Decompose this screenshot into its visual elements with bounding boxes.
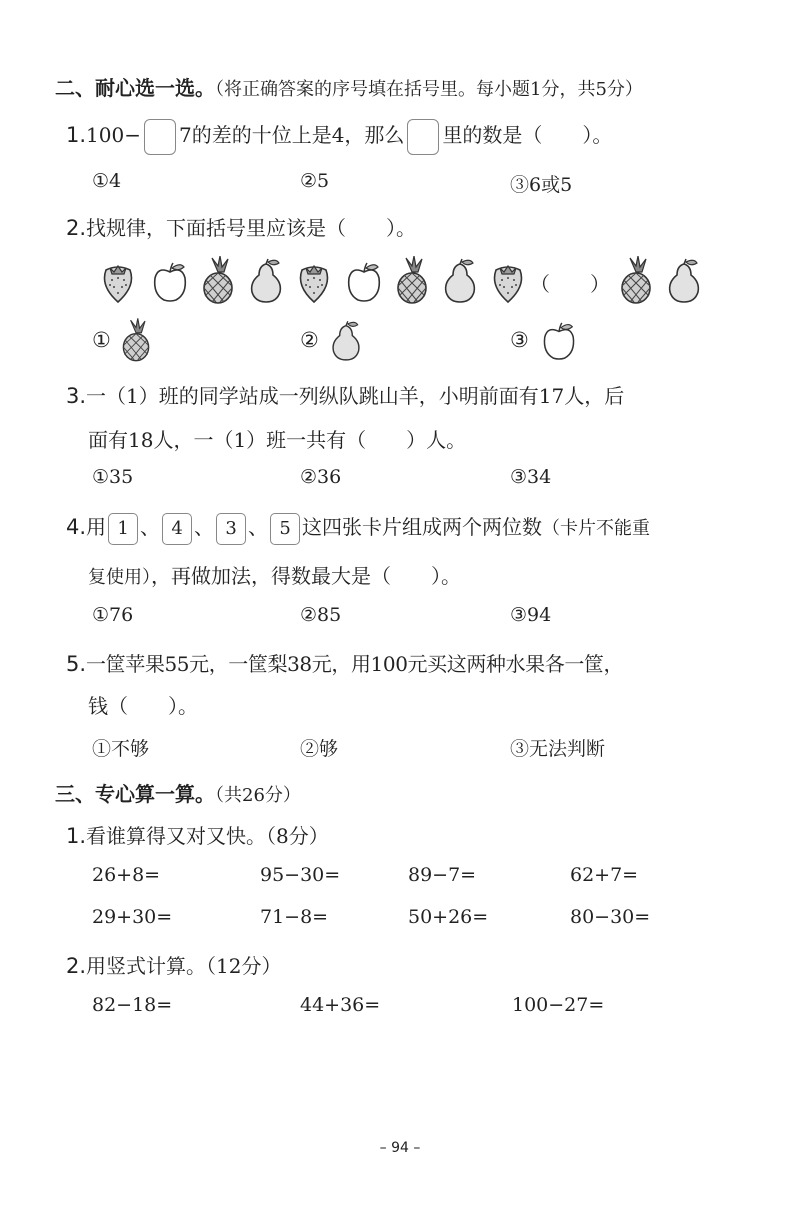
q4-sep-1: 、 (140, 515, 161, 539)
q5-option-1[interactable]: ①不够 (92, 738, 150, 760)
q5-number: 5. (66, 652, 87, 676)
q4-line2: ，再做加法，得数最大是（ ）。 (151, 564, 461, 588)
c2-text: 用竖式计算。（12分） (86, 954, 282, 978)
c1-problem[interactable]: 62+7= (570, 864, 639, 886)
q4-sep-3: 、 (248, 515, 269, 539)
section3-header (55, 778, 301, 807)
q1-option-1[interactable]: ①4 (92, 170, 122, 192)
q2-number: 2. (66, 216, 87, 240)
q4-card-5: 5 (270, 513, 300, 545)
pineapple-icon (198, 256, 238, 304)
q5-option-2[interactable]: ②够 (300, 738, 339, 760)
q4-note: （卡片不能重 (542, 518, 651, 539)
page-number: – 94 – (379, 1140, 421, 1156)
q3-number: 3. (66, 384, 87, 408)
q4-option-3[interactable]: ③94 (510, 604, 552, 626)
strawberry-icon (488, 260, 528, 304)
pear-icon (328, 320, 364, 362)
q4-card-3: 3 (216, 513, 246, 545)
q3-option-1[interactable]: ①35 (92, 466, 134, 488)
section2-note: （将正确答案的序号填在括号里。每小题1分，共5分） (215, 79, 643, 100)
question-5-line1 (66, 648, 623, 677)
strawberry-icon (294, 260, 334, 304)
question-2 (66, 212, 416, 241)
q1-number: 1. (66, 123, 87, 147)
section3-note: （共26分） (215, 785, 301, 806)
pear-icon (440, 258, 480, 304)
c1-text: 看谁算得又对又快。（8分） (86, 824, 329, 848)
question-3-line1 (66, 380, 624, 409)
q4-card-4: 4 (162, 513, 192, 545)
pear-icon (246, 258, 286, 304)
apple-icon (150, 260, 190, 304)
c2-problem[interactable]: 82−18= (92, 994, 173, 1016)
apple-icon (540, 320, 578, 362)
c1-problem[interactable]: 89−7= (408, 864, 477, 886)
q4-sep-2: 、 (194, 515, 215, 539)
q5-line2: 钱（ ）。 (88, 694, 198, 718)
q3-line2: 面有18人，一（1）班一共有（ ）人。 (88, 428, 467, 452)
calc-2 (66, 950, 282, 979)
strawberry-icon (98, 260, 138, 304)
q3-option-3[interactable]: ③34 (510, 466, 552, 488)
section3-title: 三、专心算一算。 (55, 782, 215, 806)
q5-line1: 一筐苹果55元，一筐梨38元，用100元买这两种水果各一筐， (86, 652, 624, 676)
q1-blank-box-2[interactable] (407, 119, 439, 155)
q4-option-1[interactable]: ①76 (92, 604, 134, 626)
q1-mid: 7的差的十位上是4，那么 (178, 123, 405, 147)
c1-number: 1. (66, 824, 87, 848)
q2-text: 找规律，下面括号里应该是（ ）。 (86, 216, 417, 240)
c2-number: 2. (66, 954, 87, 978)
q2-option-1[interactable]: ① (92, 328, 111, 352)
q1-blank-box-1[interactable] (144, 119, 176, 155)
q1-post: 里的数是（ ）。 (442, 123, 613, 147)
calc-1 (66, 820, 329, 849)
c1-problem[interactable]: 29+30= (92, 906, 173, 928)
q2-answer-blank[interactable]: （ ） (530, 272, 610, 296)
apple-icon (344, 260, 384, 304)
q4-option-2[interactable]: ②85 (300, 604, 342, 626)
q2-option-2[interactable]: ② (300, 328, 319, 352)
c1-problem[interactable]: 80−30= (570, 906, 651, 928)
c2-problem[interactable]: 100−27= (512, 994, 605, 1016)
q1-option-2[interactable]: ②5 (300, 170, 330, 192)
pineapple-icon (392, 256, 432, 304)
pineapple-icon (616, 256, 656, 304)
q2-option-3[interactable]: ③ (510, 328, 529, 352)
q5-option-3[interactable]: ③无法判断 (510, 738, 606, 760)
q3-option-2[interactable]: ②36 (300, 466, 342, 488)
section2-title: 二、耐心选一选。 (55, 76, 215, 100)
pineapple-icon (118, 318, 154, 362)
section2-header (55, 72, 643, 101)
c1-problem[interactable]: 50+26= (408, 906, 489, 928)
q3-line1: 一（1）班的同学站成一列纵队跳山羊，小明前面有17人，后 (86, 384, 625, 408)
q4-line2-note: 复使用） (88, 567, 151, 588)
q4-card-1: 1 (108, 513, 138, 545)
c1-problem[interactable]: 95−30= (260, 864, 341, 886)
c1-problem[interactable]: 26+8= (92, 864, 161, 886)
question-4-line2 (88, 560, 461, 589)
q4-number: 4. (66, 515, 87, 539)
q1-option-3[interactable]: ③6或5 (510, 174, 573, 196)
question-4-line1 (66, 510, 650, 546)
c1-problem[interactable]: 71−8= (260, 906, 329, 928)
q4-post: 这四张卡片组成两个两位数 (302, 515, 543, 539)
q1-pre: 100− (86, 123, 141, 147)
pear-icon (664, 258, 704, 304)
question-1 (66, 118, 612, 155)
c2-problem[interactable]: 44+36= (300, 994, 381, 1016)
q4-pre: 用 (86, 515, 107, 539)
